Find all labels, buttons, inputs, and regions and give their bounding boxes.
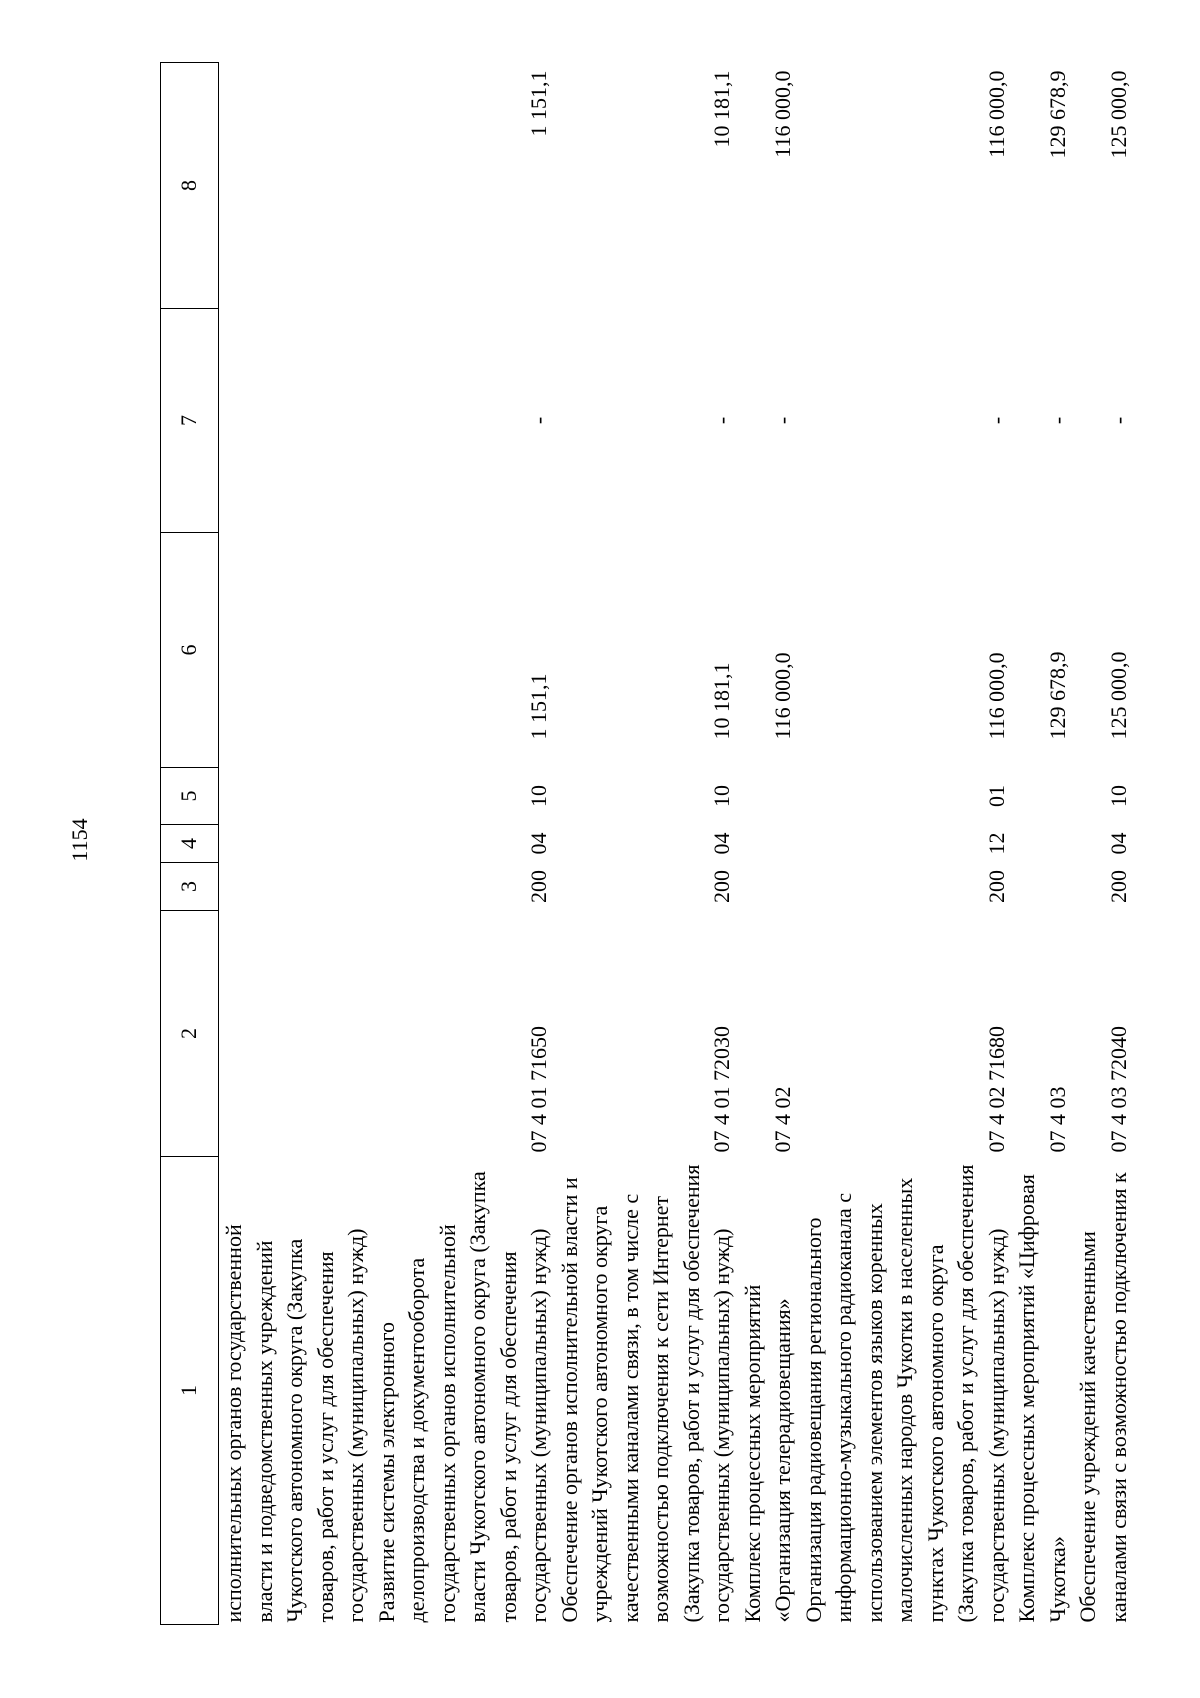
- column-header: 1: [161, 1157, 219, 1625]
- column-header: 8: [161, 63, 219, 309]
- table-row: [1073, 63, 1134, 1625]
- table-row: [1012, 63, 1073, 1625]
- row-c8: [219, 63, 372, 309]
- row-c3: 200: [526, 870, 551, 903]
- row-c4: 04: [526, 832, 551, 855]
- budget-table: [160, 62, 1134, 1625]
- row-c3: 200: [1105, 870, 1131, 903]
- row-c6: 125 000,0: [1105, 651, 1131, 740]
- row-name: Обеспечение органов исполнительной власти и учреждений Чукотского автономного округа качественными каналами связи, в том числе с возможностью подключения к сети Интернет (Закупка товаров, работ и услуг для обеспечения государственных (муниципальных) нужд): [556, 1164, 734, 1623]
- row-c4: [219, 825, 372, 863]
- row-c4: [1012, 825, 1073, 863]
- table-row: [555, 63, 738, 1625]
- row-c6: [219, 533, 372, 768]
- column-header: 3: [161, 863, 219, 911]
- row-c3: 200: [983, 870, 1009, 903]
- row-c5: 10: [1105, 785, 1131, 807]
- row-c4: 12: [983, 832, 1009, 855]
- column-header: 5: [161, 768, 219, 825]
- row-c7: -: [983, 416, 1009, 425]
- page-number: 1154: [67, 818, 92, 862]
- row-c8: 116 000,0: [983, 70, 1009, 158]
- row-code: 07 4 02 71680: [983, 1026, 1009, 1153]
- row-c8: 125 000,0: [1105, 70, 1131, 159]
- table-row: [219, 63, 372, 1625]
- row-c7: -: [526, 416, 551, 425]
- row-c5: 10: [526, 785, 551, 807]
- row-c4: 04: [709, 832, 734, 855]
- row-name: Развитие системы электронного делопроизводства и документооборота государственных органов исполнительной власти Чукотского автономного округа (Закупка товаров, работ и услуг для обеспечения государственных (муниципальных) нужд): [373, 1171, 551, 1623]
- row-code: 07 4 03 72040: [1105, 1026, 1131, 1153]
- row-c5: [1012, 768, 1073, 825]
- table-row: [372, 63, 555, 1625]
- row-c7: -: [770, 416, 795, 425]
- row-c6: 116 000,0: [983, 652, 1009, 740]
- row-c4: [738, 825, 799, 863]
- row-code: 07 4 01 71650: [526, 1026, 551, 1153]
- row-c4: 04: [1105, 832, 1131, 855]
- row-c5: 10: [709, 785, 734, 807]
- row-c5: 01: [983, 785, 1009, 807]
- row-c6: 10 181,1: [709, 662, 734, 740]
- row-code: [219, 911, 372, 1157]
- column-header: 7: [161, 309, 219, 533]
- row-c7: -: [1044, 416, 1070, 425]
- row-c3: [1012, 863, 1073, 911]
- row-c8: 10 181,1: [709, 70, 734, 148]
- table-row: [799, 63, 1013, 1625]
- row-c5: [738, 768, 799, 825]
- table-header-row: [161, 63, 219, 1625]
- row-c8: 129 678,9: [1044, 70, 1070, 159]
- row-c6: 116 000,0: [770, 652, 795, 740]
- row-c8: 116 000,0: [770, 70, 795, 158]
- row-c6: 1 151,1: [526, 673, 551, 740]
- row-c3: [738, 863, 799, 911]
- row-c7: [219, 309, 372, 533]
- table-row: [738, 63, 799, 1625]
- row-name: Организация радиовещания регионального информационно-музыкального радиоканала с использованием элементов языков коренных малочисленных народов Чукотки в населенных пунктах Чукотского автономного округа (Закупка товаров, работ и услуг для обеспечения государственных (муниципальных) нужд): [800, 1164, 1009, 1623]
- row-c7: -: [709, 416, 734, 425]
- rotated-page: [160, 63, 1200, 1625]
- row-name: Обеспечение учреждений качественными каналами связи с возможностью подключения к: [1075, 1172, 1131, 1623]
- row-code: 07 4 02: [770, 1086, 795, 1153]
- column-header: 2: [161, 911, 219, 1157]
- row-name: исполнительных органов государственной власти и подведомственных учреждений Чукотского автономного округа (Закупка товаров, работ и услуг для обеспечения государственных (муниципальных) нужд): [221, 1224, 368, 1623]
- row-code: 07 4 01 72030: [709, 1026, 734, 1153]
- row-name: Комплекс процессных мероприятий «Организация телерадиовещания»: [739, 1284, 795, 1623]
- row-c3: 200: [709, 870, 734, 903]
- row-c6: 129 678,9: [1044, 651, 1070, 740]
- row-c7: -: [1105, 416, 1131, 425]
- column-header: 6: [161, 533, 219, 768]
- row-c5: [219, 768, 372, 825]
- column-header: 4: [161, 825, 219, 863]
- row-c3: [219, 863, 372, 911]
- row-code: 07 4 03: [1044, 1086, 1070, 1153]
- row-name: Комплекс процессных мероприятий «Цифровая Чукотка»: [1014, 1174, 1070, 1623]
- row-c8: 1 151,1: [526, 70, 551, 137]
